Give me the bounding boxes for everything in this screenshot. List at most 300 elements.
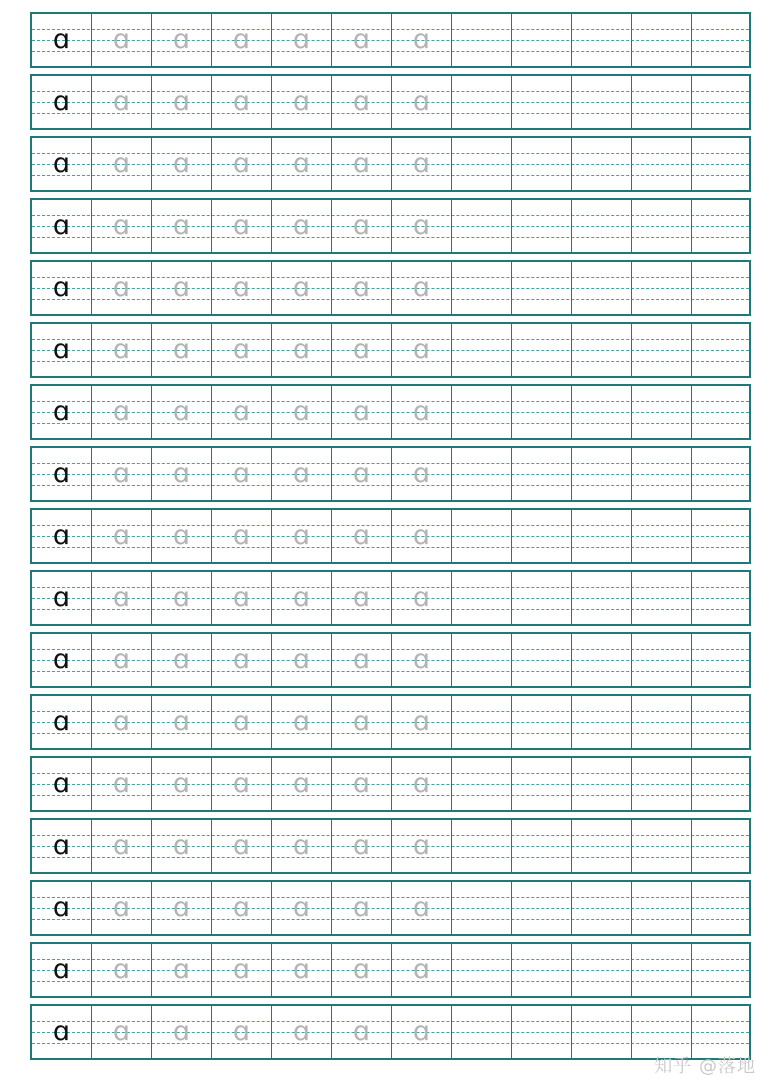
trace-letter: ɑ bbox=[232, 829, 251, 861]
blank-writing-cell[interactable] bbox=[692, 572, 749, 624]
model-letter-cell[interactable] bbox=[32, 448, 92, 500]
trace-letter: ɑ bbox=[232, 147, 251, 179]
trace-letter: ɑ bbox=[232, 643, 251, 675]
trace-letter-cell[interactable] bbox=[392, 820, 452, 872]
model-letter: ɑ bbox=[52, 953, 71, 985]
practice-row bbox=[30, 74, 751, 130]
trace-letter: ɑ bbox=[232, 395, 251, 427]
trace-letter: ɑ bbox=[112, 147, 131, 179]
model-letter-cell[interactable] bbox=[32, 944, 92, 996]
trace-letter-cell[interactable] bbox=[152, 510, 212, 562]
practice-row bbox=[30, 942, 751, 998]
trace-letter-cell[interactable] bbox=[92, 324, 152, 376]
trace-letter-cell[interactable] bbox=[152, 324, 212, 376]
trace-letter-cell[interactable] bbox=[332, 324, 392, 376]
trace-letter: ɑ bbox=[292, 457, 311, 489]
trace-letter-cell[interactable] bbox=[392, 510, 452, 562]
trace-letter-cell[interactable] bbox=[92, 1006, 152, 1058]
trace-letter: ɑ bbox=[412, 147, 431, 179]
trace-letter-cell[interactable] bbox=[332, 758, 392, 810]
blank-writing-cell[interactable] bbox=[512, 324, 572, 376]
model-letter-cell[interactable] bbox=[32, 386, 92, 438]
blank-writing-cell[interactable] bbox=[572, 76, 632, 128]
blank-writing-cell[interactable] bbox=[692, 324, 749, 376]
blank-writing-cell[interactable] bbox=[452, 510, 512, 562]
trace-letter-cell[interactable] bbox=[92, 510, 152, 562]
blank-writing-cell[interactable] bbox=[632, 1006, 692, 1058]
trace-letter: ɑ bbox=[352, 705, 371, 737]
trace-letter: ɑ bbox=[232, 23, 251, 55]
blank-writing-cell[interactable] bbox=[632, 200, 692, 252]
blank-writing-cell[interactable] bbox=[632, 944, 692, 996]
model-letter-cell[interactable] bbox=[32, 758, 92, 810]
trace-letter: ɑ bbox=[232, 581, 251, 613]
trace-letter-cell[interactable] bbox=[152, 138, 212, 190]
blank-writing-cell[interactable] bbox=[452, 572, 512, 624]
model-letter: ɑ bbox=[52, 23, 71, 55]
trace-letter: ɑ bbox=[352, 395, 371, 427]
blank-writing-cell[interactable] bbox=[692, 882, 749, 934]
trace-letter: ɑ bbox=[352, 891, 371, 923]
trace-letter-cell[interactable] bbox=[272, 386, 332, 438]
blank-writing-cell[interactable] bbox=[452, 820, 512, 872]
writing-practice-sheet bbox=[30, 12, 751, 1066]
blank-writing-cell[interactable] bbox=[512, 14, 572, 66]
model-letter: ɑ bbox=[52, 519, 71, 551]
trace-letter-cell[interactable] bbox=[332, 14, 392, 66]
trace-letter: ɑ bbox=[352, 147, 371, 179]
trace-letter: ɑ bbox=[112, 519, 131, 551]
model-letter: ɑ bbox=[52, 643, 71, 675]
blank-writing-cell[interactable] bbox=[692, 138, 749, 190]
practice-row bbox=[30, 322, 751, 378]
trace-letter: ɑ bbox=[232, 1015, 251, 1047]
trace-letter: ɑ bbox=[232, 891, 251, 923]
trace-letter-cell[interactable] bbox=[272, 324, 332, 376]
trace-letter: ɑ bbox=[412, 271, 431, 303]
trace-letter: ɑ bbox=[112, 23, 131, 55]
trace-letter-cell[interactable] bbox=[272, 448, 332, 500]
trace-letter: ɑ bbox=[172, 85, 191, 117]
blank-writing-cell[interactable] bbox=[512, 262, 572, 314]
blank-writing-cell[interactable] bbox=[452, 262, 512, 314]
trace-letter-cell[interactable] bbox=[332, 820, 392, 872]
trace-letter: ɑ bbox=[292, 1015, 311, 1047]
trace-letter-cell[interactable] bbox=[272, 820, 332, 872]
trace-letter-cell[interactable] bbox=[212, 262, 272, 314]
trace-letter: ɑ bbox=[172, 1015, 191, 1047]
blank-writing-cell[interactable] bbox=[692, 758, 749, 810]
blank-writing-cell[interactable] bbox=[692, 200, 749, 252]
trace-letter-cell[interactable] bbox=[332, 138, 392, 190]
trace-letter-cell[interactable] bbox=[152, 758, 212, 810]
watermark: 知乎 @落地 bbox=[654, 1056, 756, 1077]
blank-writing-cell[interactable] bbox=[572, 572, 632, 624]
trace-letter-cell[interactable] bbox=[332, 944, 392, 996]
blank-writing-cell[interactable] bbox=[512, 944, 572, 996]
trace-letter-cell[interactable] bbox=[272, 1006, 332, 1058]
blank-writing-cell[interactable] bbox=[572, 386, 632, 438]
trace-letter-cell[interactable] bbox=[152, 262, 212, 314]
blank-writing-cell[interactable] bbox=[452, 386, 512, 438]
trace-letter-cell[interactable] bbox=[212, 882, 272, 934]
trace-letter-cell[interactable] bbox=[92, 386, 152, 438]
model-letter: ɑ bbox=[52, 829, 71, 861]
blank-writing-cell[interactable] bbox=[692, 386, 749, 438]
trace-letter: ɑ bbox=[112, 829, 131, 861]
trace-letter-cell[interactable] bbox=[272, 262, 332, 314]
trace-letter: ɑ bbox=[172, 829, 191, 861]
blank-writing-cell[interactable] bbox=[632, 634, 692, 686]
blank-writing-cell[interactable] bbox=[512, 138, 572, 190]
trace-letter: ɑ bbox=[412, 829, 431, 861]
trace-letter-cell[interactable] bbox=[212, 14, 272, 66]
trace-letter: ɑ bbox=[172, 953, 191, 985]
blank-writing-cell[interactable] bbox=[512, 386, 572, 438]
trace-letter-cell[interactable] bbox=[212, 944, 272, 996]
trace-letter-cell[interactable] bbox=[92, 138, 152, 190]
trace-letter: ɑ bbox=[232, 457, 251, 489]
blank-writing-cell[interactable] bbox=[452, 1006, 512, 1058]
trace-letter-cell[interactable] bbox=[152, 76, 212, 128]
trace-letter: ɑ bbox=[232, 271, 251, 303]
trace-letter-cell[interactable] bbox=[92, 882, 152, 934]
blank-writing-cell[interactable] bbox=[452, 324, 512, 376]
blank-writing-cell[interactable] bbox=[512, 200, 572, 252]
blank-writing-cell[interactable] bbox=[572, 262, 632, 314]
trace-letter-cell[interactable] bbox=[152, 820, 212, 872]
model-letter-cell[interactable] bbox=[32, 510, 92, 562]
practice-row bbox=[30, 260, 751, 316]
trace-letter-cell[interactable] bbox=[392, 696, 452, 748]
trace-letter-cell[interactable] bbox=[332, 696, 392, 748]
trace-letter-cell[interactable] bbox=[92, 758, 152, 810]
blank-writing-cell[interactable] bbox=[632, 262, 692, 314]
trace-letter: ɑ bbox=[412, 643, 431, 675]
trace-letter-cell[interactable] bbox=[152, 572, 212, 624]
trace-letter: ɑ bbox=[112, 581, 131, 613]
practice-row bbox=[30, 384, 751, 440]
blank-writing-cell[interactable] bbox=[512, 448, 572, 500]
trace-letter: ɑ bbox=[112, 705, 131, 737]
blank-writing-cell[interactable] bbox=[632, 138, 692, 190]
model-letter: ɑ bbox=[52, 891, 71, 923]
trace-letter-cell[interactable] bbox=[92, 200, 152, 252]
trace-letter-cell[interactable] bbox=[152, 1006, 212, 1058]
trace-letter: ɑ bbox=[172, 705, 191, 737]
trace-letter: ɑ bbox=[172, 147, 191, 179]
trace-letter-cell[interactable] bbox=[272, 138, 332, 190]
trace-letter-cell[interactable] bbox=[272, 572, 332, 624]
blank-writing-cell[interactable] bbox=[452, 14, 512, 66]
blank-writing-cell[interactable] bbox=[572, 820, 632, 872]
trace-letter-cell[interactable] bbox=[152, 696, 212, 748]
model-letter-cell[interactable] bbox=[32, 572, 92, 624]
trace-letter: ɑ bbox=[292, 767, 311, 799]
trace-letter: ɑ bbox=[232, 85, 251, 117]
model-letter-cell[interactable] bbox=[32, 882, 92, 934]
blank-writing-cell[interactable] bbox=[632, 758, 692, 810]
blank-writing-cell[interactable] bbox=[452, 138, 512, 190]
trace-letter: ɑ bbox=[112, 271, 131, 303]
blank-writing-cell[interactable] bbox=[512, 696, 572, 748]
blank-writing-cell[interactable] bbox=[692, 262, 749, 314]
trace-letter-cell[interactable] bbox=[152, 944, 212, 996]
trace-letter: ɑ bbox=[172, 643, 191, 675]
trace-letter-cell[interactable] bbox=[272, 696, 332, 748]
model-letter: ɑ bbox=[52, 457, 71, 489]
trace-letter-cell[interactable] bbox=[392, 758, 452, 810]
trace-letter-cell[interactable] bbox=[92, 634, 152, 686]
trace-letter: ɑ bbox=[292, 23, 311, 55]
blank-writing-cell[interactable] bbox=[692, 696, 749, 748]
trace-letter: ɑ bbox=[352, 23, 371, 55]
trace-letter-cell[interactable] bbox=[212, 200, 272, 252]
trace-letter: ɑ bbox=[412, 395, 431, 427]
trace-letter-cell[interactable] bbox=[212, 758, 272, 810]
trace-letter-cell[interactable] bbox=[332, 262, 392, 314]
trace-letter-cell[interactable] bbox=[92, 696, 152, 748]
trace-letter-cell[interactable] bbox=[212, 138, 272, 190]
trace-letter-cell[interactable] bbox=[392, 386, 452, 438]
trace-letter-cell[interactable] bbox=[152, 386, 212, 438]
model-letter-cell[interactable] bbox=[32, 324, 92, 376]
trace-letter: ɑ bbox=[292, 147, 311, 179]
blank-writing-cell[interactable] bbox=[632, 820, 692, 872]
blank-writing-cell[interactable] bbox=[632, 572, 692, 624]
blank-writing-cell[interactable] bbox=[572, 448, 632, 500]
trace-letter-cell[interactable] bbox=[212, 448, 272, 500]
trace-letter-cell[interactable] bbox=[212, 572, 272, 624]
trace-letter: ɑ bbox=[412, 209, 431, 241]
practice-row bbox=[30, 818, 751, 874]
trace-letter: ɑ bbox=[292, 209, 311, 241]
blank-writing-cell[interactable] bbox=[512, 572, 572, 624]
trace-letter-cell[interactable] bbox=[212, 510, 272, 562]
trace-letter-cell[interactable] bbox=[392, 448, 452, 500]
blank-writing-cell[interactable] bbox=[692, 14, 749, 66]
trace-letter-cell[interactable] bbox=[92, 76, 152, 128]
trace-letter: ɑ bbox=[172, 457, 191, 489]
trace-letter-cell[interactable] bbox=[272, 944, 332, 996]
blank-writing-cell[interactable] bbox=[632, 696, 692, 748]
blank-writing-cell[interactable] bbox=[692, 448, 749, 500]
blank-writing-cell[interactable] bbox=[452, 696, 512, 748]
blank-writing-cell[interactable] bbox=[512, 758, 572, 810]
trace-letter: ɑ bbox=[352, 953, 371, 985]
trace-letter: ɑ bbox=[412, 457, 431, 489]
model-letter-cell[interactable] bbox=[32, 634, 92, 686]
trace-letter-cell[interactable] bbox=[392, 262, 452, 314]
trace-letter: ɑ bbox=[352, 519, 371, 551]
trace-letter: ɑ bbox=[412, 333, 431, 365]
trace-letter: ɑ bbox=[412, 1015, 431, 1047]
model-letter-cell[interactable] bbox=[32, 138, 92, 190]
blank-writing-cell[interactable] bbox=[692, 76, 749, 128]
trace-letter-cell[interactable] bbox=[392, 944, 452, 996]
trace-letter-cell[interactable] bbox=[272, 76, 332, 128]
trace-letter: ɑ bbox=[232, 519, 251, 551]
trace-letter-cell[interactable] bbox=[272, 510, 332, 562]
trace-letter-cell[interactable] bbox=[212, 634, 272, 686]
trace-letter-cell[interactable] bbox=[92, 14, 152, 66]
blank-writing-cell[interactable] bbox=[512, 76, 572, 128]
model-letter: ɑ bbox=[52, 581, 71, 613]
blank-writing-cell[interactable] bbox=[572, 510, 632, 562]
model-letter-cell[interactable] bbox=[32, 200, 92, 252]
practice-row bbox=[30, 508, 751, 564]
blank-writing-cell[interactable] bbox=[692, 510, 749, 562]
blank-writing-cell[interactable] bbox=[452, 634, 512, 686]
trace-letter: ɑ bbox=[292, 581, 311, 613]
blank-writing-cell[interactable] bbox=[632, 324, 692, 376]
trace-letter-cell[interactable] bbox=[212, 1006, 272, 1058]
model-letter-cell[interactable] bbox=[32, 76, 92, 128]
trace-letter-cell[interactable] bbox=[332, 572, 392, 624]
blank-writing-cell[interactable] bbox=[632, 14, 692, 66]
model-letter: ɑ bbox=[52, 705, 71, 737]
blank-writing-cell[interactable] bbox=[692, 1006, 749, 1058]
trace-letter-cell[interactable] bbox=[152, 200, 212, 252]
trace-letter-cell[interactable] bbox=[92, 944, 152, 996]
trace-letter-cell[interactable] bbox=[92, 820, 152, 872]
trace-letter: ɑ bbox=[112, 1015, 131, 1047]
trace-letter-cell[interactable] bbox=[152, 882, 212, 934]
trace-letter-cell[interactable] bbox=[332, 200, 392, 252]
blank-writing-cell[interactable] bbox=[452, 882, 512, 934]
trace-letter: ɑ bbox=[352, 457, 371, 489]
trace-letter-cell[interactable] bbox=[332, 1006, 392, 1058]
blank-writing-cell[interactable] bbox=[452, 448, 512, 500]
blank-writing-cell[interactable] bbox=[452, 200, 512, 252]
trace-letter-cell[interactable] bbox=[272, 882, 332, 934]
trace-letter-cell[interactable] bbox=[392, 138, 452, 190]
trace-letter-cell[interactable] bbox=[392, 1006, 452, 1058]
trace-letter-cell[interactable] bbox=[212, 820, 272, 872]
trace-letter-cell[interactable] bbox=[272, 634, 332, 686]
trace-letter-cell[interactable] bbox=[332, 882, 392, 934]
trace-letter-cell[interactable] bbox=[272, 14, 332, 66]
trace-letter: ɑ bbox=[112, 395, 131, 427]
trace-letter-cell[interactable] bbox=[92, 262, 152, 314]
trace-letter: ɑ bbox=[112, 333, 131, 365]
trace-letter: ɑ bbox=[112, 953, 131, 985]
blank-writing-cell[interactable] bbox=[512, 634, 572, 686]
trace-letter-cell[interactable] bbox=[152, 634, 212, 686]
trace-letter-cell[interactable] bbox=[392, 14, 452, 66]
blank-writing-cell[interactable] bbox=[572, 758, 632, 810]
blank-writing-cell[interactable] bbox=[572, 944, 632, 996]
trace-letter-cell[interactable] bbox=[392, 200, 452, 252]
model-letter-cell[interactable] bbox=[32, 14, 92, 66]
trace-letter: ɑ bbox=[292, 891, 311, 923]
blank-writing-cell[interactable] bbox=[512, 882, 572, 934]
trace-letter-cell[interactable] bbox=[392, 634, 452, 686]
trace-letter-cell[interactable] bbox=[332, 448, 392, 500]
trace-letter: ɑ bbox=[292, 829, 311, 861]
blank-writing-cell[interactable] bbox=[512, 510, 572, 562]
practice-row bbox=[30, 1004, 751, 1060]
trace-letter: ɑ bbox=[172, 271, 191, 303]
trace-letter-cell[interactable] bbox=[212, 324, 272, 376]
trace-letter: ɑ bbox=[232, 333, 251, 365]
blank-writing-cell[interactable] bbox=[632, 882, 692, 934]
blank-writing-cell[interactable] bbox=[512, 820, 572, 872]
trace-letter: ɑ bbox=[352, 1015, 371, 1047]
trace-letter-cell[interactable] bbox=[332, 634, 392, 686]
blank-writing-cell[interactable] bbox=[572, 882, 632, 934]
trace-letter-cell[interactable] bbox=[92, 448, 152, 500]
blank-writing-cell[interactable] bbox=[512, 1006, 572, 1058]
model-letter-cell[interactable] bbox=[32, 696, 92, 748]
blank-writing-cell[interactable] bbox=[452, 76, 512, 128]
trace-letter-cell[interactable] bbox=[392, 76, 452, 128]
trace-letter-cell[interactable] bbox=[332, 510, 392, 562]
blank-writing-cell[interactable] bbox=[632, 510, 692, 562]
blank-writing-cell[interactable] bbox=[692, 820, 749, 872]
trace-letter-cell[interactable] bbox=[212, 76, 272, 128]
blank-writing-cell[interactable] bbox=[452, 944, 512, 996]
trace-letter-cell[interactable] bbox=[392, 324, 452, 376]
trace-letter: ɑ bbox=[232, 209, 251, 241]
trace-letter: ɑ bbox=[172, 395, 191, 427]
trace-letter-cell[interactable] bbox=[212, 386, 272, 438]
blank-writing-cell[interactable] bbox=[572, 138, 632, 190]
blank-writing-cell[interactable] bbox=[632, 76, 692, 128]
model-letter-cell[interactable] bbox=[32, 262, 92, 314]
trace-letter-cell[interactable] bbox=[272, 758, 332, 810]
trace-letter-cell[interactable] bbox=[152, 448, 212, 500]
blank-writing-cell[interactable] bbox=[572, 14, 632, 66]
blank-writing-cell[interactable] bbox=[572, 324, 632, 376]
blank-writing-cell[interactable] bbox=[572, 696, 632, 748]
trace-letter-cell[interactable] bbox=[152, 14, 212, 66]
trace-letter: ɑ bbox=[412, 23, 431, 55]
blank-writing-cell[interactable] bbox=[692, 634, 749, 686]
practice-row bbox=[30, 756, 751, 812]
blank-writing-cell[interactable] bbox=[632, 448, 692, 500]
model-letter-cell[interactable] bbox=[32, 820, 92, 872]
blank-writing-cell[interactable] bbox=[572, 200, 632, 252]
trace-letter-cell[interactable] bbox=[212, 696, 272, 748]
trace-letter: ɑ bbox=[292, 953, 311, 985]
trace-letter-cell[interactable] bbox=[92, 572, 152, 624]
trace-letter-cell[interactable] bbox=[272, 200, 332, 252]
trace-letter: ɑ bbox=[232, 767, 251, 799]
trace-letter-cell[interactable] bbox=[392, 882, 452, 934]
trace-letter: ɑ bbox=[172, 23, 191, 55]
blank-writing-cell[interactable] bbox=[692, 944, 749, 996]
trace-letter: ɑ bbox=[292, 519, 311, 551]
blank-writing-cell[interactable] bbox=[572, 634, 632, 686]
model-letter: ɑ bbox=[52, 395, 71, 427]
model-letter: ɑ bbox=[52, 767, 71, 799]
trace-letter: ɑ bbox=[232, 705, 251, 737]
blank-writing-cell[interactable] bbox=[452, 758, 512, 810]
trace-letter-cell[interactable] bbox=[332, 76, 392, 128]
trace-letter-cell[interactable] bbox=[332, 386, 392, 438]
trace-letter-cell[interactable] bbox=[392, 572, 452, 624]
blank-writing-cell[interactable] bbox=[632, 386, 692, 438]
model-letter: ɑ bbox=[52, 333, 71, 365]
trace-letter: ɑ bbox=[292, 705, 311, 737]
trace-letter: ɑ bbox=[292, 271, 311, 303]
trace-letter: ɑ bbox=[292, 333, 311, 365]
blank-writing-cell[interactable] bbox=[572, 1006, 632, 1058]
trace-letter: ɑ bbox=[292, 85, 311, 117]
trace-letter: ɑ bbox=[352, 829, 371, 861]
model-letter-cell[interactable] bbox=[32, 1006, 92, 1058]
